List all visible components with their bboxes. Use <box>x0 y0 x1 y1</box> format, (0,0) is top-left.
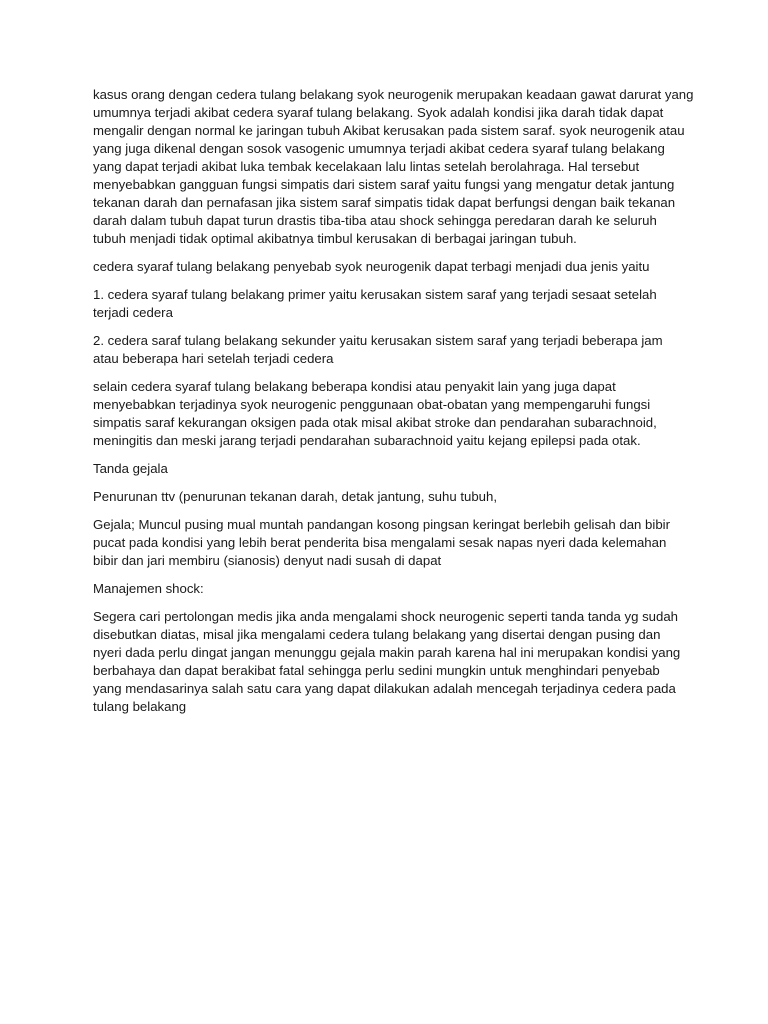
paragraph-line: kasus orang dengan cedera tulang belakang syok neurogenik merupakan keadaan gawat darurat yang <box>93 87 694 102</box>
paragraph <box>93 608 683 716</box>
paragraph <box>93 258 683 276</box>
paragraph-line: terjadi cedera <box>93 305 173 320</box>
document-body <box>93 86 694 726</box>
paragraph-line: simpatis saraf kekurangan oksigen pada otak misal akibat stroke dan pendarahan subarachnoid, <box>93 415 657 430</box>
paragraph <box>93 460 683 478</box>
paragraph-line: nyeri dada perlu dingat jangan menunggu gejala makin parah karena hal ini merupakan kondisi yang <box>93 645 681 660</box>
paragraph-line: Gejala; Muncul pusing mual muntah pandangan kosong pingsan keringat berlebih gelisah dan bibir <box>93 517 670 532</box>
paragraph <box>93 378 683 450</box>
paragraph-line: Segera cari pertolongan medis jika anda mengalami shock neurogenic seperti tanda tanda yg sudah <box>93 609 679 624</box>
paragraph-line: disebutkan diatas, misal jika mengalami cedera tulang belakang yang disertai dengan pusing dan <box>93 627 661 642</box>
paragraph-line: berbahaya dan dapat berakibat fatal sehingga perlu sedini mungkin untuk menghindari penyebab <box>93 663 660 678</box>
paragraph <box>93 332 683 368</box>
paragraph-line: Manajemen shock: <box>93 581 204 596</box>
paragraph-line: Tanda gejala <box>93 461 168 476</box>
paragraph-line: yang juga dikenal dengan sosok vasogenic umumnya terjadi akibat cedera syaraf tulang belakang <box>93 141 665 156</box>
paragraph-line: menyebabkan terjadinya syok neurogenic penggunaan obat-obatan yang mempengaruhi fungsi <box>93 397 651 412</box>
paragraph <box>93 286 683 322</box>
paragraph-line: yang mendasarinya salah satu cara yang dapat dilakukan adalah mencegah terjadinya cedera pada <box>93 681 676 696</box>
paragraph <box>93 488 683 506</box>
paragraph-line: tulang belakang <box>93 699 187 714</box>
paragraph-line: pucat pada kondisi yang lebih berat penderita bisa mengalami sesak napas nyeri dada kelemahan <box>93 535 667 550</box>
paragraph-line: menyebabkan gangguan fungsi simpatis dari sistem saraf yaitu fungsi yang mengatur detak jantung <box>93 177 675 192</box>
paragraph-line: atau beberapa hari setelah terjadi cedera <box>93 351 334 366</box>
paragraph-line: tekanan darah dan pernafasan jika sistem saraf simpatis tidak dapat berfungsi dengan baik tekanan <box>93 195 676 210</box>
paragraph-line: mengalir dengan normal ke jaringan tubuh Akibat kerusakan pada sistem saraf. syok neurogenik atau <box>93 123 685 138</box>
paragraph-line: 1. cedera syaraf tulang belakang primer yaitu kerusakan sistem saraf yang terjadi sesaat setelah <box>93 287 657 302</box>
paragraph-line: darah dalam tubuh dapat turun drastis tiba-tiba atau shock sehingga peredaran darah ke seluruh <box>93 213 657 228</box>
paragraph-line: cedera syaraf tulang belakang penyebab syok neurogenik dapat terbagi menjadi dua jenis yaitu <box>93 259 650 274</box>
paragraph-line: 2. cedera saraf tulang belakang sekunder yaitu kerusakan sistem saraf yang terjadi beberapa jam <box>93 333 663 348</box>
paragraph <box>93 516 683 570</box>
paragraph-line: selain cedera syaraf tulang belakang beberapa kondisi atau penyakit lain yang juga dapat <box>93 379 616 394</box>
paragraph <box>93 86 694 248</box>
paragraph-line: umumnya terjadi akibat cedera syaraf tulang belakang. Syok adalah kondisi jika darah tidak dapat <box>93 105 664 120</box>
paragraph <box>93 580 683 598</box>
paragraph-line: yang dapat terjadi akibat luka tembak kecelakaan lalu lintas setelah berolahraga. Hal tersebut <box>93 159 640 174</box>
paragraph-line: bibir dan jari membiru (sianosis) denyut nadi susah di dapat <box>93 553 442 568</box>
paragraph-line: meningitis dan meski jarang terjadi pendarahan subarachnoid yaitu kejang epilepsi pada otak. <box>93 433 641 448</box>
paragraph-line: tubuh menjadi tidak optimal akibatnya timbul kerusakan di berbagai jaringan tubuh. <box>93 231 577 246</box>
paragraph-line: Penurunan ttv (penurunan tekanan darah, detak jantung, suhu tubuh, <box>93 489 497 504</box>
